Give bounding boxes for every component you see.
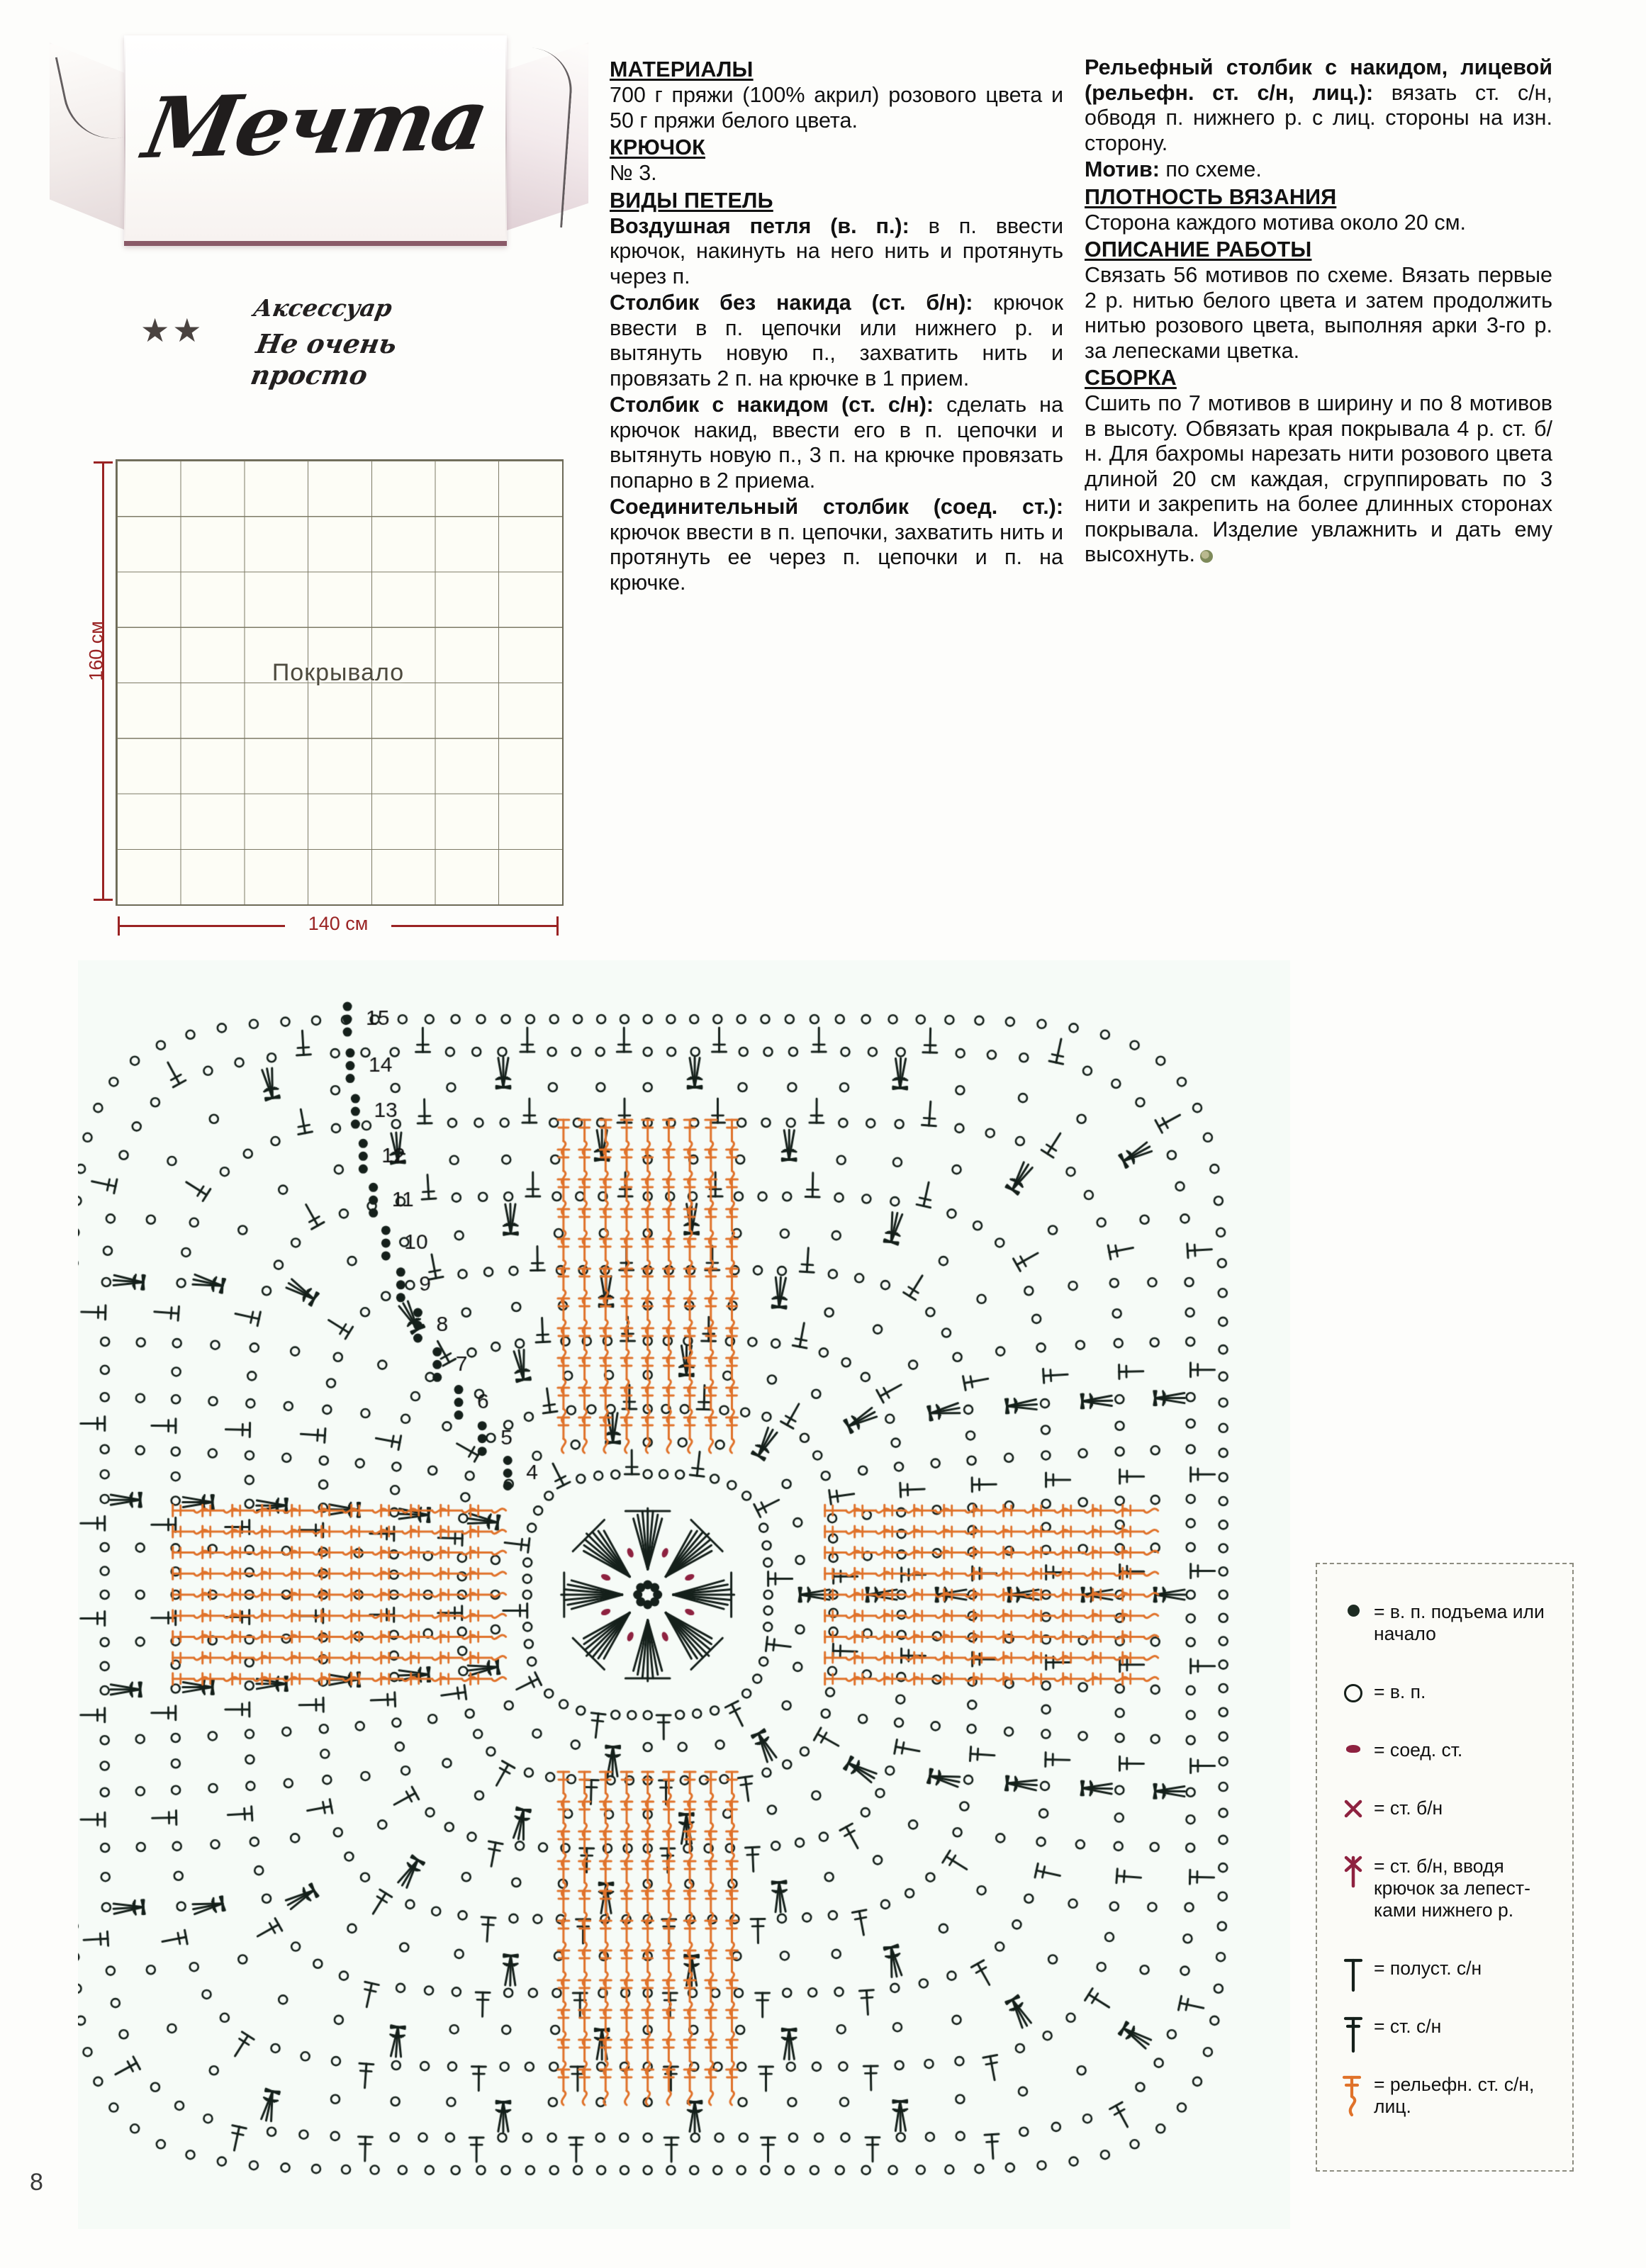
body-paragraph: Сторона каждого мотива около 20 см. bbox=[1085, 210, 1467, 235]
legend-symbol-dot-icon bbox=[1333, 1600, 1374, 1620]
term-label: Столбик без накида (ст. б/н): bbox=[610, 291, 973, 315]
section-heading: МАТЕРИАЛЫ bbox=[610, 57, 754, 82]
legend-symbol-slip-icon bbox=[1333, 1738, 1374, 1756]
crochet-chart-canvas bbox=[78, 960, 1290, 2229]
legend-item bbox=[1333, 2072, 1560, 2123]
schematic-diagram bbox=[85, 459, 561, 948]
section-heading: ВИДЫ ПЕТЕЛЬ bbox=[610, 188, 773, 213]
category-label: Аксессуар bbox=[251, 294, 395, 322]
body-paragraph bbox=[610, 495, 1063, 595]
body-paragraph: № 3. bbox=[610, 161, 657, 185]
legend-symbol-x-icon bbox=[1333, 1796, 1374, 1825]
schematic-label: Покрывало bbox=[271, 659, 405, 686]
legend-label: = рельефн. ст. с/н, лиц. bbox=[1374, 2074, 1535, 2117]
term-label: Мотив: bbox=[1085, 157, 1160, 181]
term-label: Воздушная петля (в. п.): bbox=[610, 213, 909, 238]
page-number: 8 bbox=[30, 2169, 43, 2196]
difficulty-stars: ★★ bbox=[140, 312, 205, 349]
legend-label: = ст. с/н bbox=[1374, 2016, 1442, 2037]
legend-label: = в. п. подъема или начало bbox=[1374, 1601, 1545, 1644]
header-banner bbox=[50, 28, 588, 262]
legend-item bbox=[1333, 1854, 1560, 1921]
section-heading: КРЮЧОК bbox=[610, 135, 705, 159]
body-paragraph: Связать 56 мотивов по схеме. Вязать первые 2 р. нитью белого цвета и затем продолжить нитью розового цвета, выполняя арки 3-го р. за лепесками цветка. bbox=[1085, 263, 1552, 363]
legend-label: = полуст. с/н bbox=[1374, 1958, 1482, 1979]
body-paragraph bbox=[610, 214, 1063, 290]
legend-symbol-x-stem-icon bbox=[1333, 1854, 1374, 1893]
legend-item bbox=[1333, 1680, 1560, 1706]
legend-symbol-dc-icon bbox=[1333, 2014, 1374, 2059]
legend-label: = соед. ст. bbox=[1374, 1739, 1463, 1761]
page-title: Мечта bbox=[136, 69, 495, 178]
difficulty-label: Не очень просто bbox=[248, 328, 400, 391]
term-definition: по схеме. bbox=[1159, 157, 1262, 181]
legend-symbol-relief-dc-icon bbox=[1333, 2072, 1374, 2123]
dimension-height bbox=[85, 459, 115, 903]
body-paragraph bbox=[610, 291, 1063, 391]
body-paragraph bbox=[610, 393, 1063, 493]
dimension-width-label: 140 см bbox=[285, 913, 391, 935]
legend-symbol-ring-icon bbox=[1333, 1680, 1374, 1706]
body-paragraph bbox=[1085, 157, 1552, 183]
section-heading: СБОРКА bbox=[1085, 366, 1177, 390]
section-heading: ПЛОТНОСТЬ ВЯЗАНИЯ bbox=[1085, 184, 1337, 209]
legend-symbol-half-dc-icon bbox=[1333, 1956, 1374, 1998]
text-column-left bbox=[610, 55, 1063, 597]
term-label: Столбик с накидом (ст. с/н): bbox=[610, 393, 934, 417]
legend-item bbox=[1333, 2014, 1560, 2059]
term-definition: сделать на крючок накид, ввести его в п. цепочки и вытянуть новую п., 3 п. на крючке провязать попарно в 2 приема. bbox=[610, 393, 1063, 493]
difficulty-labels bbox=[248, 294, 481, 391]
term-definition: крючок ввести в п. цепочки, захватить нить и протянуть ее через п. цепочки и п. на крючке. bbox=[610, 520, 1063, 595]
legend-label: = в. п. bbox=[1374, 1681, 1426, 1702]
legend-item bbox=[1333, 1796, 1560, 1825]
term-label: Рельефный столбик с накидом, лицевой (рельефн. ст. с/н, лиц.): bbox=[1085, 55, 1552, 105]
dimension-width bbox=[116, 913, 561, 944]
body-paragraph: 700 г пряжи (100% акрил) розового цвета и 50 г пряжи белого цвета. bbox=[610, 83, 1063, 133]
dimension-height-label: 160 см bbox=[85, 621, 107, 681]
ribbon-graphic bbox=[50, 35, 588, 248]
difficulty-row bbox=[140, 294, 481, 391]
section-heading: ОПИСАНИЕ РАБОТЫ bbox=[1085, 237, 1312, 262]
text-column-right bbox=[1085, 55, 1552, 569]
body-paragraph bbox=[1085, 55, 1552, 156]
chart-legend bbox=[1316, 1563, 1574, 2172]
legend-item bbox=[1333, 1956, 1560, 1998]
term-definition: в п. ввести крючок, накинуть на него нить и протянуть через п. bbox=[610, 213, 1063, 288]
crochet-chart bbox=[78, 960, 1290, 2229]
end-of-article-icon bbox=[1200, 550, 1213, 563]
legend-label: = ст. б/н, вводя крючок за лепестками нижнего р. bbox=[1374, 1856, 1530, 1921]
legend-item bbox=[1333, 1738, 1560, 1761]
term-definition: крючок ввести в п. цепочки или нижнего р. и вытянуть новую п., захватить нить и провязать 2 п. на крючке в 1 прием. bbox=[610, 291, 1063, 391]
body-paragraph: Сшить по 7 мотивов в ширину и по 8 мотивов в высоту. Обвязать края покрывала 4 р. ст. б/н. Для бахромы нарезать нити розового цвета длиной 20 см каждая, сгруппировать по 3 нити и закрепить на более длинных сторонах покрывала. Изделие увлажнить и дать ему высохнуть. bbox=[1085, 391, 1552, 566]
legend-item bbox=[1333, 1600, 1560, 1645]
term-label: Соединительный столбик (соед. ст.): bbox=[610, 495, 1063, 519]
term-definition: вязать ст. с/н, обводя п. нижнего р. с лиц. стороны на изн. сторону. bbox=[1085, 80, 1552, 155]
legend-label: = ст. б/н bbox=[1374, 1797, 1443, 1819]
